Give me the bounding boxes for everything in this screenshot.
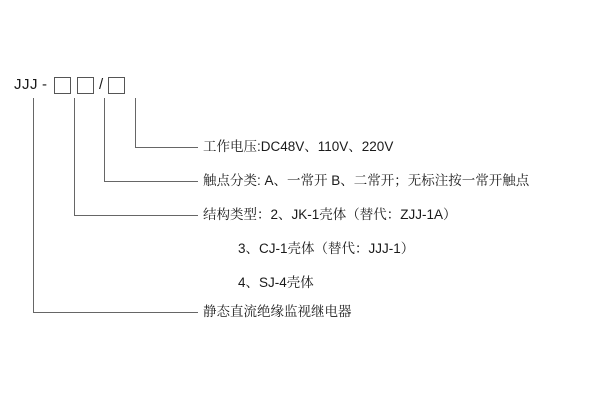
model-code-box-voltage xyxy=(108,77,125,94)
leader-vline-product xyxy=(33,98,34,313)
leader-vline-contact xyxy=(104,98,105,182)
model-code-dash: - xyxy=(42,76,47,93)
annotation-voltage: 工作电压:DC48V、110V、220V xyxy=(203,139,394,154)
model-code xyxy=(14,72,128,98)
model-code-box-structure xyxy=(54,77,71,94)
annotation-structure-type-1: 结构类型：2、JK-1壳体（替代：ZJJ-1A） xyxy=(203,207,457,222)
annotation-structure-type-3: 4、SJ-4壳体 xyxy=(238,275,314,290)
model-code-prefix: JJJ xyxy=(14,76,38,93)
annotation-product-name: 静态直流绝缘监视继电器 xyxy=(203,304,352,319)
annotation-structure-type-2: 3、CJ-1壳体（替代：JJJ-1） xyxy=(238,241,415,256)
leader-vline-voltage xyxy=(135,98,136,148)
leader-hline-voltage xyxy=(135,147,198,148)
leader-hline-structure xyxy=(74,215,198,216)
leader-hline-product xyxy=(33,312,198,313)
model-code-slash: / xyxy=(99,76,104,93)
model-code-box-contact xyxy=(77,77,94,94)
annotation-contact-class: 触点分类: A、一常开 B、二常开；无标注按一常开触点 xyxy=(203,173,530,188)
leader-hline-contact xyxy=(104,181,198,182)
leader-vline-structure xyxy=(74,98,75,216)
